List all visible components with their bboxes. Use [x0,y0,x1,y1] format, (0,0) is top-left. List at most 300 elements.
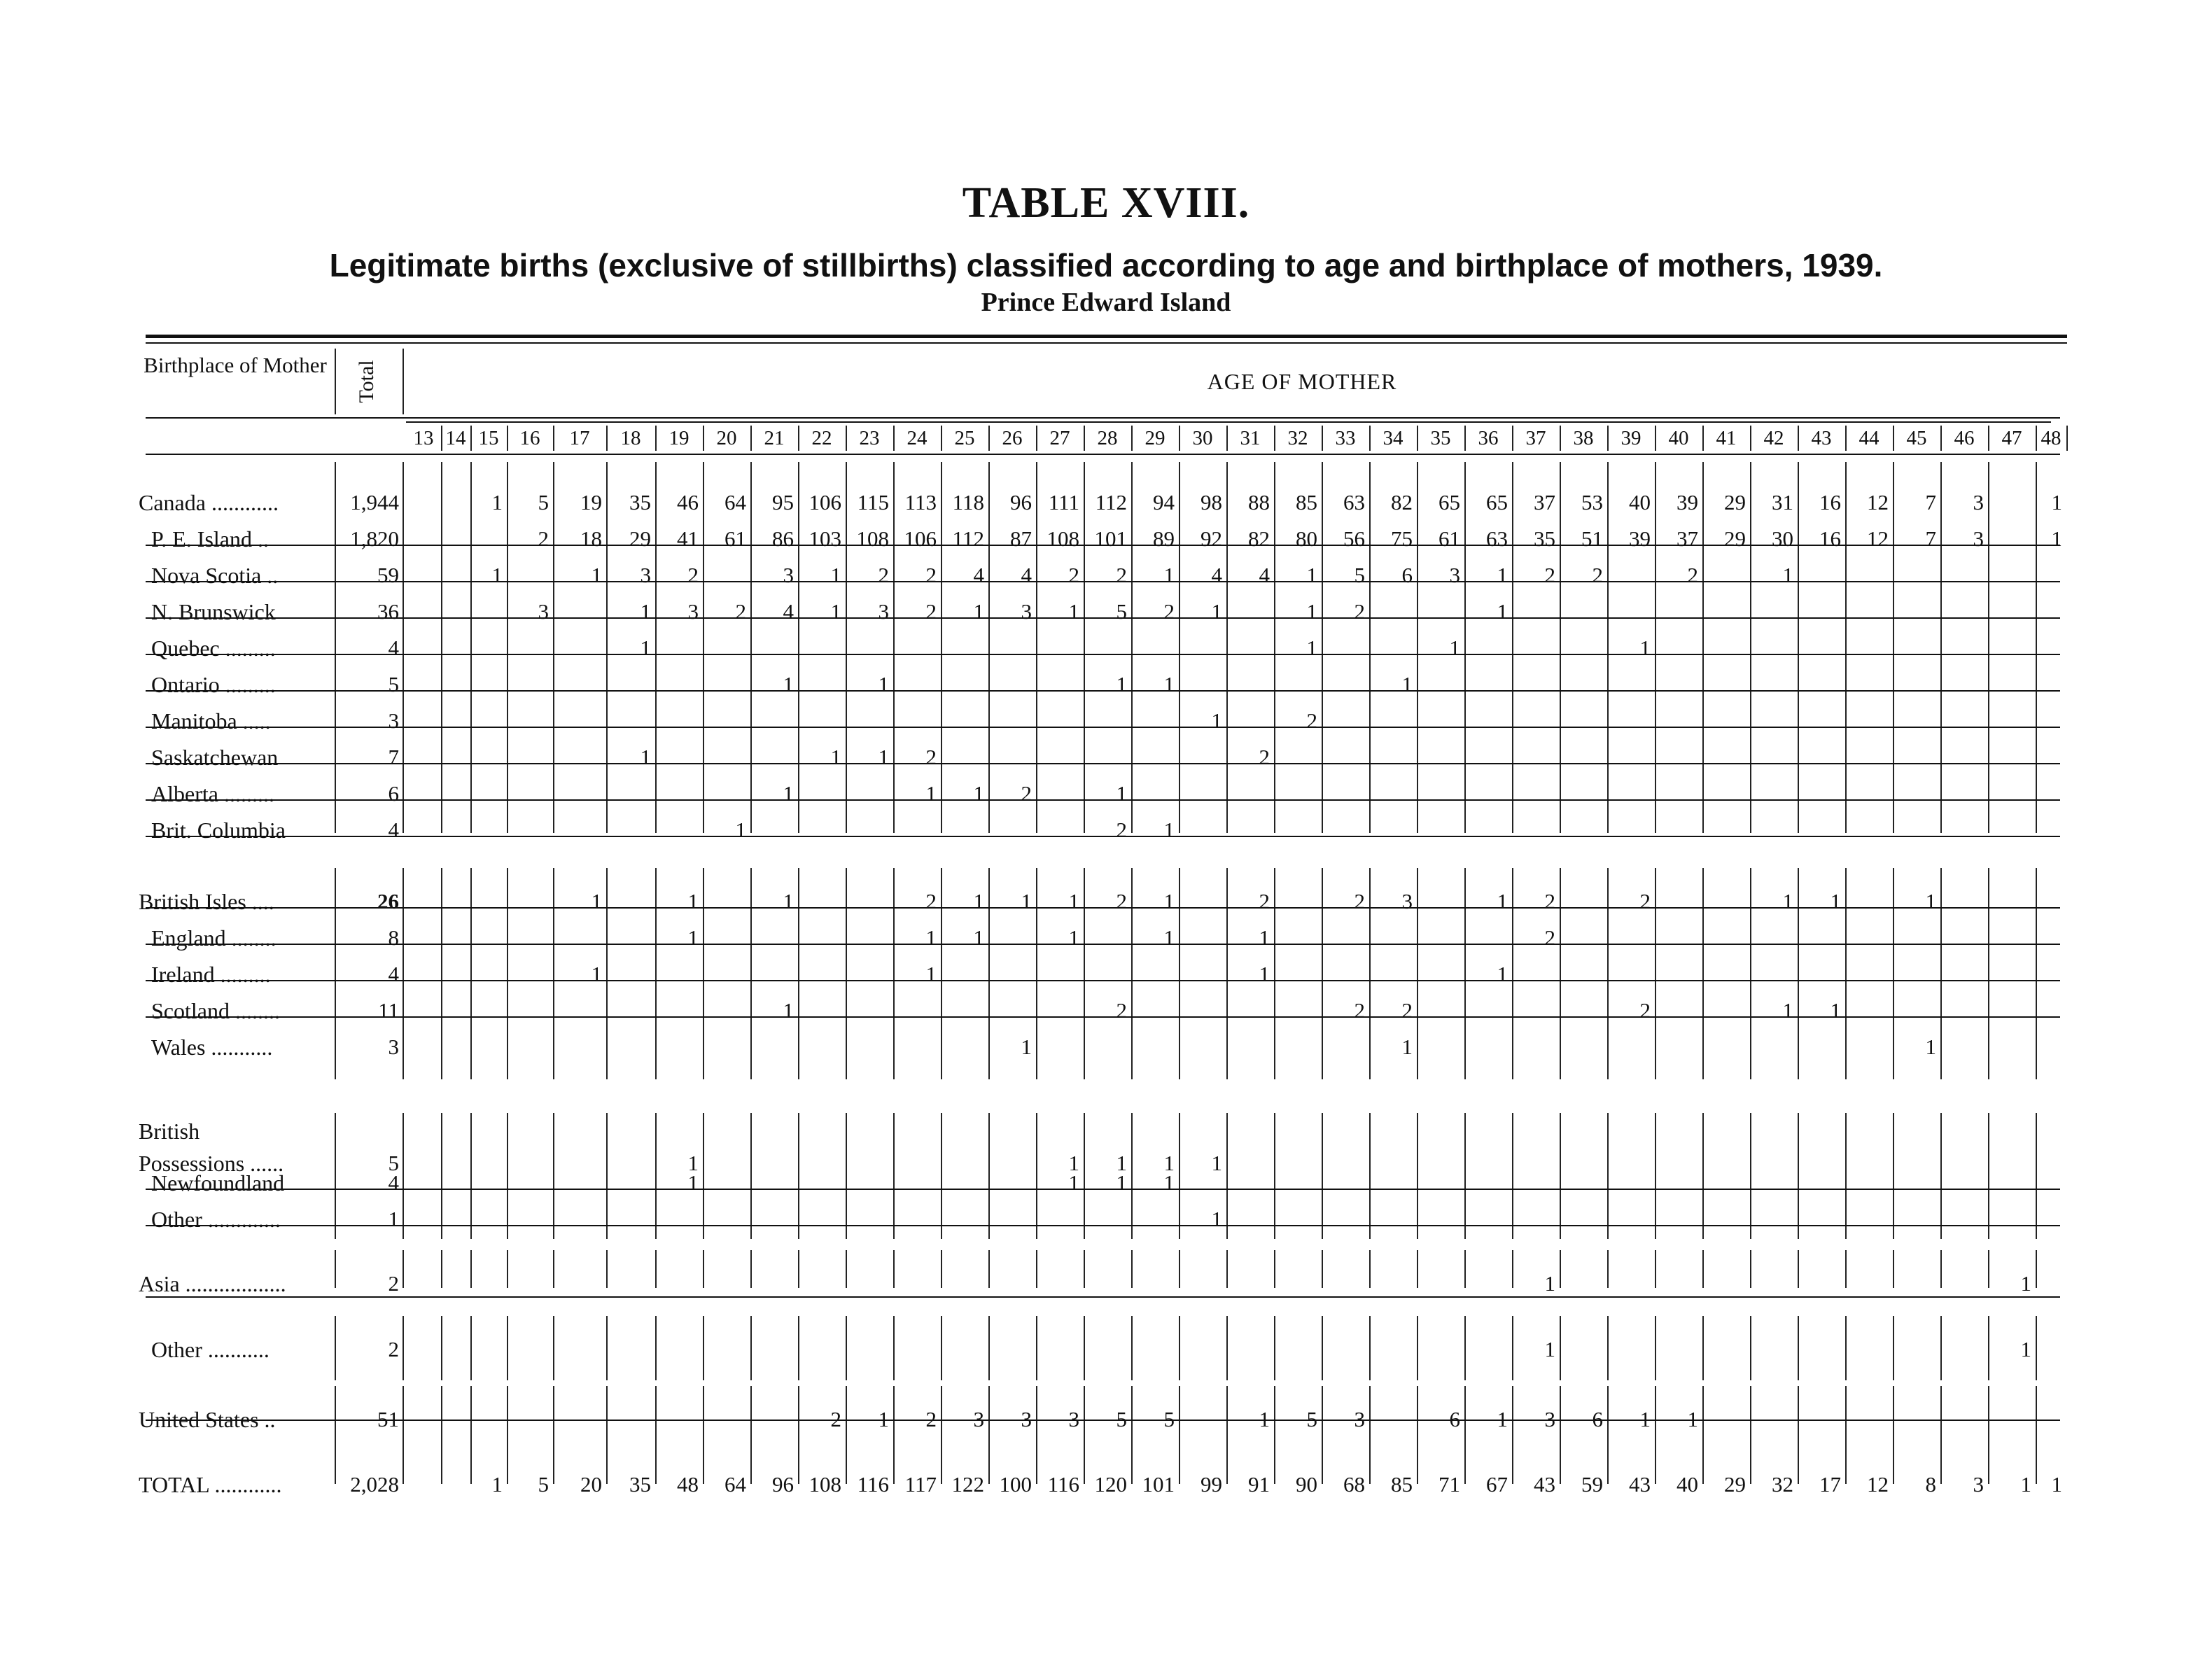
table-cell: 6 [1592,1407,1603,1431]
column-rule [553,1113,554,1239]
column-rule [1369,1250,1371,1288]
column-rule [1702,1316,1704,1380]
row-total: 3 [388,708,399,733]
row-total: 8 [388,925,399,950]
column-rule [988,1316,990,1380]
table-cell: 1 [1116,781,1127,806]
column-rule [553,462,554,833]
row-total: 1 [388,1207,399,1231]
column-rule [1464,1250,1466,1288]
table-cell: 3 [1401,889,1413,913]
table-cell: 1 [1163,889,1175,913]
age-column-header: 47 [2001,427,2022,449]
table-cell: 1 [830,599,841,624]
age-header-divider [2066,426,2068,451]
column-rule [1131,462,1133,833]
column-rule [846,1113,847,1239]
column-rule [750,1113,752,1239]
table-cell: 1 [2051,1472,2062,1497]
column-rule [1750,1250,1751,1288]
column-rule [750,1316,752,1380]
table-cell: 2 [1354,599,1365,624]
row-label: Alberta ......... [151,781,274,806]
table-cell: 1 [640,599,651,624]
table-cell: 112 [952,526,984,551]
table-cell: 116 [857,1472,889,1497]
table-cell: 122 [951,1472,984,1497]
column-rule [2036,1316,2037,1380]
table-cell: 1 [1211,599,1222,624]
table-cell: 1 [783,781,794,806]
column-rule [553,1250,554,1288]
column-rule [750,1250,752,1288]
table-cell: 39 [1676,490,1698,514]
table-cell: 3 [1544,1407,1555,1431]
column-rule [988,1250,990,1288]
column-rule [402,1316,404,1380]
table-cell: 1 [1830,889,1841,913]
age-column-header: 18 [620,427,641,449]
table-cell: 106 [904,526,937,551]
table-cell: 1 [491,563,503,587]
table-cell: 4 [1021,563,1032,587]
column-rule [1417,1250,1418,1288]
table-cell: 94 [1153,490,1175,514]
column-rule [470,1316,472,1380]
table-cell: 1 [1544,1337,1555,1361]
table-cell: 1 [1497,962,1508,986]
age-column-header: 43 [1811,427,1832,449]
table-cell: 1 [1163,818,1175,842]
column-rule [553,1316,554,1380]
column-rule [441,868,442,1079]
row-total: 7 [388,745,399,769]
column-rule [470,462,472,833]
column-rule [1417,868,1418,1079]
column-rule [1845,1316,1847,1380]
table-cell: 48 [677,1472,699,1497]
table-cell: 6 [1449,1407,1460,1431]
age-column-header: 13 [413,427,434,449]
table-cell: 43 [1629,1472,1651,1497]
column-rule [606,1316,608,1380]
column-rule [441,1451,442,1484]
table-cell: 117 [904,1472,937,1497]
table-cell: 51 [1581,526,1603,551]
column-rule [703,1316,704,1380]
table-cell: 2 [1687,563,1698,587]
table-cell: 2 [735,599,746,624]
table-cell: 2 [1544,889,1555,913]
age-column-header: 42 [1763,427,1784,449]
table-cell: 1 [1639,1407,1651,1431]
column-rule [941,1316,942,1380]
table-cell: 86 [772,526,794,551]
table-cell: 2 [1259,745,1270,769]
row-total: 2,028 [350,1472,399,1497]
row-label: Possessions ...... [139,1151,284,1176]
row-label: Other ............. [151,1207,281,1232]
table-cell: 67 [1486,1472,1508,1497]
age-column-header: 32 [1287,427,1308,449]
table-cell: 2 [925,745,937,769]
age-column-header: 44 [1858,427,1879,449]
table-cell: 108 [856,526,889,551]
table-cell: 1 [1306,599,1317,624]
column-rule [798,1250,799,1288]
table-cell: 5 [1163,1407,1175,1431]
table-cell: 1 [783,889,794,913]
table-cell: 75 [1391,526,1413,551]
table-cell: 16 [1819,526,1841,551]
table-cell: 112 [1095,490,1127,514]
age-column-header: 31 [1240,427,1261,449]
table-cell: 1 [1306,563,1317,587]
table-cell: 3 [640,563,651,587]
table-cell: 35 [1534,526,1555,551]
column-rule [1084,1316,1085,1380]
total-header [336,350,398,413]
age-column-header: 41 [1716,427,1737,449]
table-cell: 37 [1676,526,1698,551]
column-rule [846,462,847,833]
table-cell: 91 [1248,1472,1270,1497]
table-cell: 3 [1021,599,1032,624]
column-rule [1464,1113,1466,1239]
row-label: British [139,1119,200,1144]
table-cell: 3 [1021,1407,1032,1431]
column-rule [1845,1250,1847,1288]
column-rule [1036,1250,1037,1288]
table-cell: 82 [1391,490,1413,514]
table-cell: 1 [640,745,651,769]
table-cell: 1 [1401,672,1413,696]
table-cell: 35 [629,1472,651,1497]
table-cell: 2 [1116,818,1127,842]
row-total: 4 [388,1170,399,1195]
column-rule [798,1316,799,1380]
age-column-header: 38 [1573,427,1594,449]
table-cell: 4 [783,599,794,624]
table-cell: 85 [1296,490,1317,514]
column-rule [1893,1113,1894,1239]
table-cell: 3 [1068,1407,1079,1431]
table-cell: 5 [1354,563,1365,587]
table-cell: 2 [1116,563,1127,587]
table-cell: 29 [1724,526,1746,551]
age-column-header: 39 [1620,427,1642,449]
column-rule [402,1250,404,1288]
table-cell: 3 [1973,490,1984,514]
row-label: Wales ........... [151,1035,273,1060]
column-rule [703,1113,704,1239]
row-label: Nova Scotia .. [151,563,279,588]
column-rule [2036,462,2037,833]
column-rule [1274,1316,1275,1380]
table-cell: 1 [1211,1151,1222,1175]
column-rule [1988,462,1989,833]
table-cell: 1 [491,490,503,514]
column-rule [750,462,752,833]
age-column-header: 25 [954,427,975,449]
column-rule [2036,1250,2037,1288]
column-rule [1702,1113,1704,1239]
column-rule [1893,1250,1894,1288]
table-cell: 37 [1534,490,1555,514]
column-rule [1750,1113,1751,1239]
row-label: Asia .................. [139,1271,286,1296]
row-separator [146,1296,2060,1298]
table-cell: 68 [1343,1472,1365,1497]
column-rule [846,1250,847,1288]
column-rule [1226,1316,1228,1380]
column-rule [1131,1250,1133,1288]
column-rule [1560,462,1561,833]
row-total: 51 [377,1407,399,1431]
row-total: 6 [388,781,399,806]
age-column-header: 34 [1382,427,1404,449]
column-rule [798,1113,799,1239]
table-cell: 5 [538,490,549,514]
column-rule [1845,462,1847,833]
row-label: Quebec ......... [151,636,276,661]
age-column-header: 22 [811,427,832,449]
age-column-header: 35 [1430,427,1451,449]
table-cell: 103 [808,526,841,551]
table-cell: 5 [1306,1407,1317,1431]
table-cell: 39 [1629,526,1651,551]
table-cell: 1 [2051,526,2062,551]
table-cell: 1 [878,672,889,696]
age-column-header: 16 [519,427,540,449]
table-cell: 1 [1782,998,1793,1023]
column-rule [1131,1316,1133,1380]
column-rule [893,1113,895,1239]
row-total: 5 [388,1151,399,1175]
column-rule [1417,1113,1418,1239]
column-rule [1322,462,1323,833]
column-rule [941,1250,942,1288]
column-rule [1655,1316,1656,1380]
table-cell: 3 [1449,563,1460,587]
table-cell: 1 [1211,708,1222,733]
table-cell: 1 [1306,636,1317,660]
column-rule [606,1113,608,1239]
row-separator [146,944,2060,945]
column-rule [1322,1113,1323,1239]
column-rule [1607,1316,1609,1380]
column-rule [1274,868,1275,1079]
table-cell: 46 [677,490,699,514]
table-cell: 1 [878,745,889,769]
column-rule [988,1113,990,1239]
table-cell: 1 [1163,1151,1175,1175]
table-cell: 29 [629,526,651,551]
table-cell: 61 [1438,526,1460,551]
column-rule [1893,1316,1894,1380]
column-rule [1417,1316,1418,1380]
column-rule [402,868,404,1079]
column-rule [1369,1113,1371,1239]
table-cell: 2 [687,563,699,587]
column-rule [1940,1113,1942,1239]
age-column-header: 48 [2040,427,2062,449]
table-cell: 1 [591,563,602,587]
row-label: Newfoundland [151,1170,285,1196]
table-cell: 1 [591,889,602,913]
column-rule [1560,1250,1561,1288]
table-cell: 12 [1867,1472,1889,1497]
table-cell: 4 [1211,563,1222,587]
column-rule [1274,1113,1275,1239]
column-rule [507,462,508,833]
table-cell: 2 [1544,925,1555,950]
table-cell: 101 [1094,526,1127,551]
column-rule [1655,1250,1656,1288]
column-rule [703,868,704,1079]
table-cell: 1 [1497,599,1508,624]
table-cell: 1 [1259,1407,1270,1431]
row-separator [146,654,2060,655]
column-rule [1702,868,1704,1079]
table-cell: 1 [1116,1151,1127,1175]
table-cell: 29 [1724,490,1746,514]
row-label: British Isles .... [139,889,274,914]
table-cell: 1 [1782,563,1793,587]
column-rule [941,462,942,833]
table-cell: 12 [1867,490,1889,514]
table-cell: 1 [1068,925,1079,950]
column-rule [1226,1113,1228,1239]
table-cell: 1 [1163,925,1175,950]
table-cell: 1 [1830,998,1841,1023]
table-cell: 116 [1047,1472,1079,1497]
table-cell: 2 [1354,998,1365,1023]
table-cell: 120 [1094,1472,1127,1497]
table-cell: 1 [1449,636,1460,660]
table-cell: 30 [1772,526,1793,551]
table-cell: 1 [1544,1271,1555,1296]
table-cell: 1 [1068,889,1079,913]
column-rule [1607,1250,1609,1288]
row-label: TOTAL ............ [139,1472,282,1497]
column-rule [507,868,508,1079]
table-cell: 7 [1925,490,1936,514]
column-rule [1798,1113,1799,1239]
table-cell: 43 [1534,1472,1555,1497]
table-cell: 5 [538,1472,549,1497]
age-column-header: 23 [859,427,880,449]
table-cell: 1 [783,672,794,696]
table-cell: 12 [1867,526,1889,551]
table-cell: 71 [1438,1472,1460,1497]
age-column-header: 20 [716,427,737,449]
table-cell: 115 [857,490,889,514]
age-of-mother-header: AGE OF MOTHER [1207,369,1397,394]
table-cell: 56 [1343,526,1365,551]
total-divider [402,349,404,414]
table-cell: 1 [1021,889,1032,913]
table-cell: 118 [952,490,984,514]
column-rule [1560,1316,1561,1380]
column-rule [1512,462,1513,833]
table-cell: 1 [2051,490,2062,514]
table-cell: 98 [1200,490,1222,514]
table-cell: 63 [1343,490,1365,514]
table-cell: 1 [1925,889,1936,913]
table-cell: 92 [1200,526,1222,551]
row-label: Scotland ........ [151,998,280,1023]
table-cell: 53 [1581,490,1603,514]
table-cell: 1 [2020,1472,2031,1497]
table-cell: 29 [1724,1472,1746,1497]
row-label: Other ........... [151,1337,270,1362]
table-cell: 1 [973,781,984,806]
column-rule [441,462,442,833]
column-rule [606,868,608,1079]
row-label: Canada ............ [139,490,279,515]
column-rule [893,1316,895,1380]
column-rule [1464,1316,1466,1380]
column-rule [1179,462,1180,833]
table-cell: 3 [878,599,889,624]
age-column-header: 15 [478,427,499,449]
row-total: 26 [377,889,399,913]
table-cell: 2 [1116,889,1127,913]
table-cell: 64 [724,490,746,514]
table-cell: 2 [1163,599,1175,624]
age-column-header: 29 [1144,427,1166,449]
column-rule [1179,868,1180,1079]
column-rule [1655,1113,1656,1239]
table-cell: 59 [1581,1472,1603,1497]
column-rule [1798,462,1799,833]
column-rule [1560,1113,1561,1239]
column-rule [846,1316,847,1380]
table-cell: 1 [1497,889,1508,913]
column-rule [1893,462,1894,833]
column-rule [1940,1316,1942,1380]
table-cell: 2 [1068,563,1079,587]
column-rule [1512,1113,1513,1239]
column-rule [1226,1250,1228,1288]
header-rule-2 [406,421,2051,423]
age-column-header: 26 [1002,427,1023,449]
column-rule [1084,1250,1085,1288]
column-rule [1179,1316,1180,1380]
table-cell: 1 [830,745,841,769]
column-rule [507,1250,508,1288]
table-cell: 96 [1010,490,1032,514]
table-subtitle: Legitimate births (exclusive of stillbirths) classified according to age and birthplace of mothers, 1939. [329,247,1883,283]
header-rule [146,417,2060,419]
column-rule [1702,1250,1704,1288]
column-rule [1560,868,1561,1079]
column-rule [402,462,404,833]
row-label: P. E. Island .. [151,526,269,552]
table-cell: 1 [640,636,651,660]
column-rule [798,462,799,833]
table-cell: 2 [925,1407,937,1431]
row-total: 59 [377,563,399,587]
row-label: England ........ [151,925,276,951]
table-cell: 63 [1486,526,1508,551]
column-rule [470,1250,472,1288]
row-total: 4 [388,962,399,986]
table-cell: 2 [1639,998,1651,1023]
table-cell: 113 [904,490,937,514]
table-cell: 85 [1391,1472,1413,1497]
